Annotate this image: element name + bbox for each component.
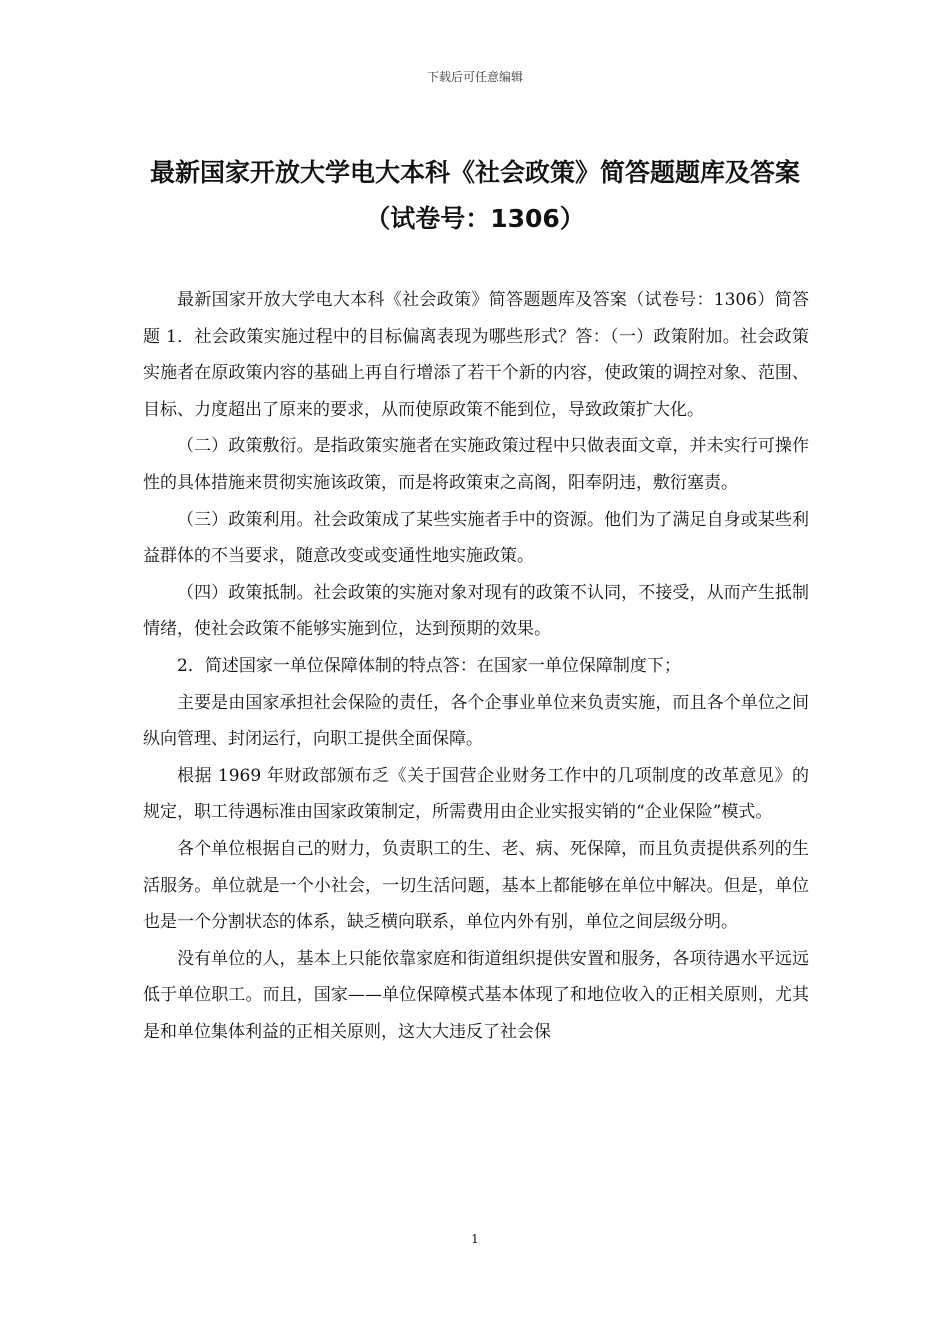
page-number: 1 [471,1232,479,1246]
paragraph-1: 最新国家开放大学电大本科《社会政策》简答题题库及答案（试卷号：1306）简答题 1．社会政策实施过程中的目标偏离表现为哪些形式？答：（一）政策附加。社会政策实施者在原政策内容的基础上再自行增添了若干个新的内容，使政策的调控对象、范围、目标、力度超出了原来的要求，从而使原政策不能到位，导致政策扩大化。 [143,290,809,420]
document-body [143,282,809,1050]
paragraph-3: （三）政策利用。社会政策成了某些实施者手中的资源。他们为了满足自身或某些利益群体的不当要求，随意改变或变通性地实施政策。 [143,509,809,567]
document-title: 最新国家开放大学电大本科《社会政策》简答题题库及答案（试卷号：1306） [149,158,800,233]
paragraph-4: （四）政策抵制。社会政策的实施对象对现有的政策不认同，不接受，从而产生抵制情绪，使社会政策不能够实施到位，达到预期的效果。 [143,582,809,640]
paragraph-7: 根据 1969 年财政部颁布乏《关于国营企业财务工作中的几项制度的改革意见》的规定，职工待遇标准由国家政策制定，所需费用由企业实报实销的“企业保险”模式。 [143,765,809,823]
paragraph-6: 主要是由国家承担社会保险的责任，各个企事业单位来负责实施，而且各个单位之间纵向管理、封闭运行，向职工提供全面保障。 [143,692,809,750]
paragraph-8: 各个单位根据自己的财力，负责职工的生、老、病、死保障，而且负责提供系列的生活服务。单位就是一个小社会，一切生活问题，基本上都能够在单位中解决。但是，单位也是一个分割状态的体系，缺乏横向联系，单位内外有别，单位之间层级分明。 [143,838,809,933]
paragraph-5: 2．简述国家一单位保障体制的特点答：在国家一单位保障制度下； [177,655,681,676]
page-header-note: 下载后可任意编辑 [426,70,523,84]
paragraph-2: （二）政策敷衍。是指政策实施者在实施政策过程中只做表面文章，并未实行可操作性的具体措施来贯彻实施该政策，而是将政策束之高阁，阳奉阴违，敷衍塞责。 [143,436,809,493]
paragraph-9: 没有单位的人，基本上只能依靠家庭和街道组织提供安置和服务，各项待遇水平远远低于单位职工。而且，国家——单位保障模式基本体现了和地位收入的正相关原则，尤其是和单位集体利益的正相关原则，这大大违反了社会保 [143,948,809,1042]
